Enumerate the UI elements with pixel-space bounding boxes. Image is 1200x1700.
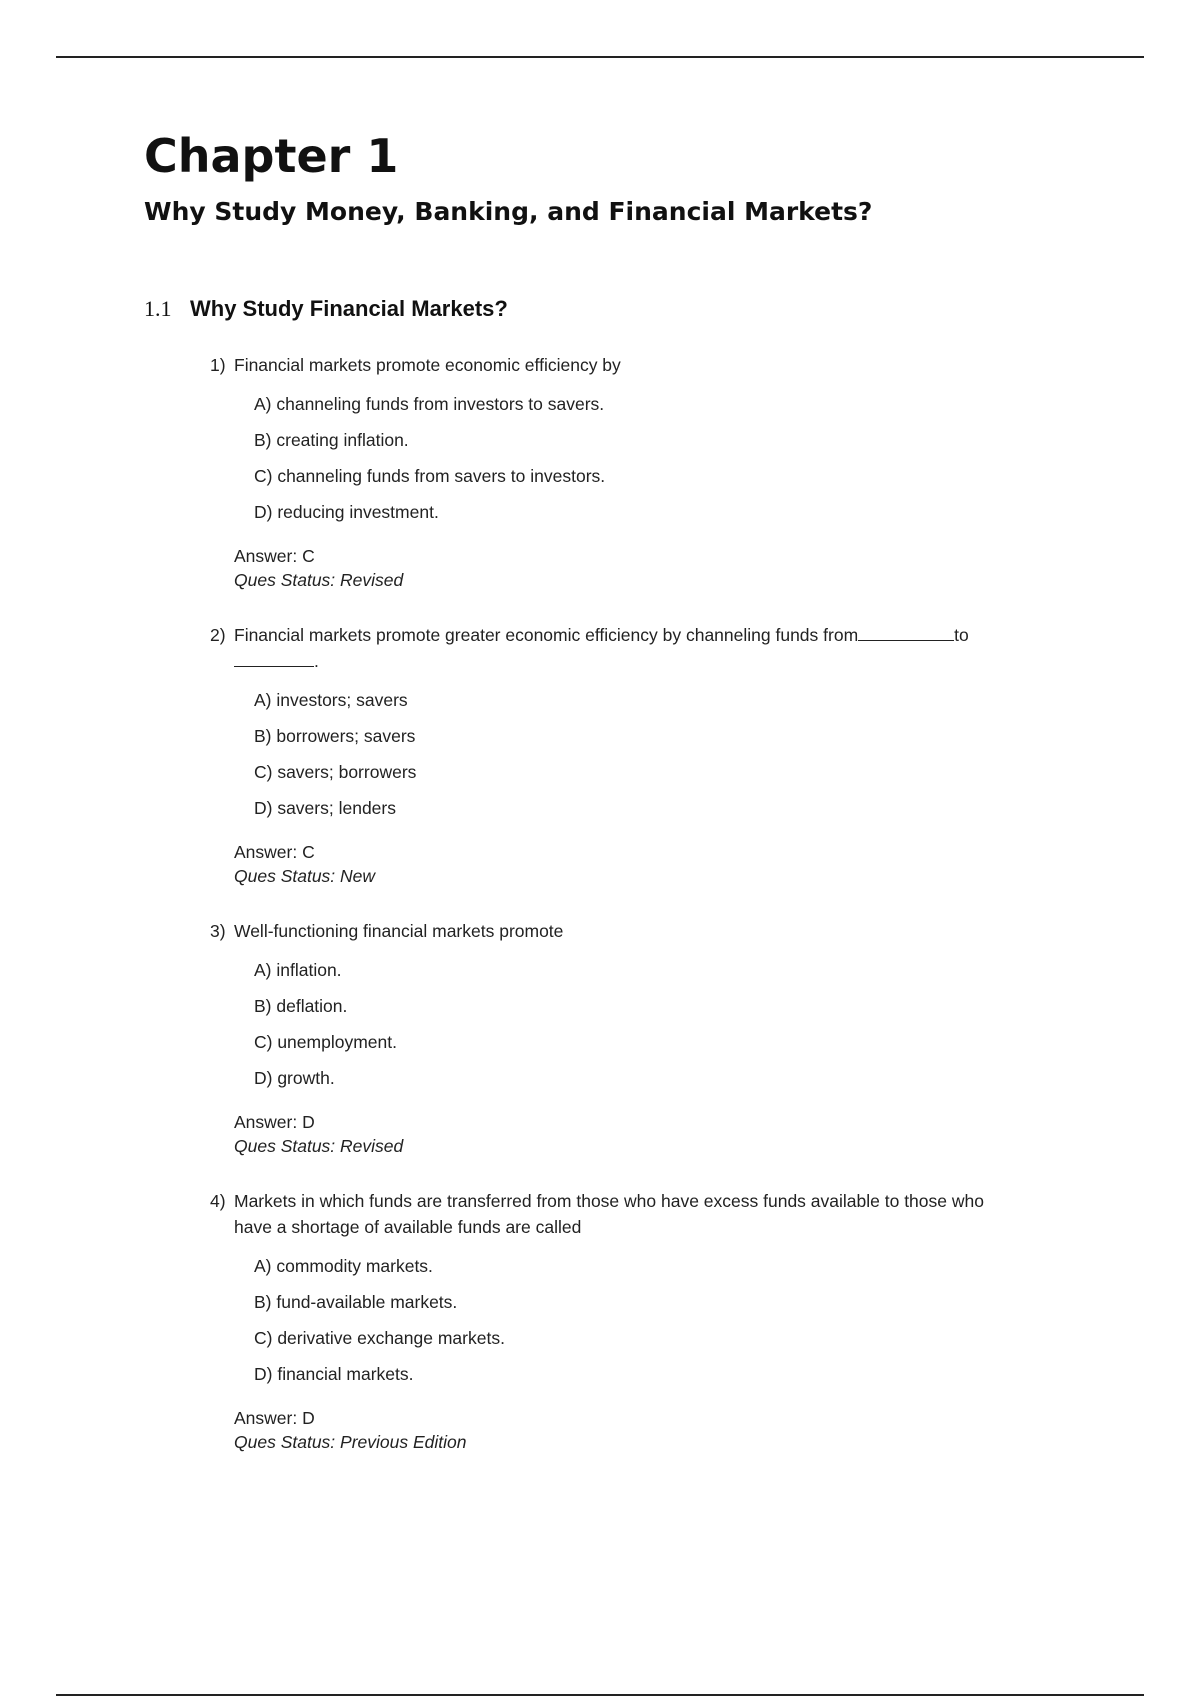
option-d: D) growth. bbox=[254, 1068, 335, 1088]
option-d: D) financial markets. bbox=[254, 1364, 414, 1384]
question-text-part: Financial markets promote greater economic efficiency by channeling funds from bbox=[234, 625, 859, 645]
option-c: C) channeling funds from savers to investors. bbox=[254, 466, 606, 486]
section-number: 1.1 bbox=[144, 296, 172, 321]
answer: Answer: C bbox=[234, 842, 315, 862]
option-d: D) reducing investment. bbox=[254, 502, 439, 522]
options-list bbox=[254, 682, 1084, 826]
option-a: A) channeling funds from investors to savers. bbox=[254, 394, 605, 414]
document-page bbox=[144, 128, 1084, 1454]
option-a: A) investors; savers bbox=[254, 690, 408, 710]
question-3 bbox=[210, 918, 1084, 1158]
section-heading bbox=[144, 294, 1084, 324]
question-status: Ques Status: Revised bbox=[234, 1136, 404, 1156]
question-status: Ques Status: New bbox=[234, 866, 376, 886]
option-b: B) fund-available markets. bbox=[254, 1292, 458, 1312]
options-list bbox=[254, 1248, 1084, 1392]
question-stem bbox=[210, 918, 1084, 944]
question-number: 1) bbox=[210, 355, 226, 375]
question-number: 4) bbox=[210, 1191, 226, 1211]
question-stem bbox=[210, 622, 1084, 674]
footer-rule bbox=[56, 1694, 1144, 1696]
chapter-title: Chapter 1 bbox=[144, 129, 399, 183]
answer: Answer: D bbox=[234, 1408, 315, 1428]
question-stem bbox=[210, 1188, 1084, 1240]
question-text: Markets in which funds are transferred from those who have excess funds available to those who have a shortage of available funds are called bbox=[234, 1191, 984, 1237]
chapter-subtitle: Why Study Money, Banking, and Financial Markets? bbox=[144, 197, 873, 226]
option-b: B) deflation. bbox=[254, 996, 348, 1016]
option-b: B) borrowers; savers bbox=[254, 726, 416, 746]
question-text: Financial markets promote economic efficiency by bbox=[234, 355, 621, 375]
option-c: C) unemployment. bbox=[254, 1032, 397, 1052]
question-number: 2) bbox=[210, 625, 226, 645]
question-status: Ques Status: Previous Edition bbox=[234, 1432, 467, 1452]
question-status: Ques Status: Revised bbox=[234, 570, 404, 590]
option-c: C) derivative exchange markets. bbox=[254, 1328, 505, 1348]
option-c: C) savers; borrowers bbox=[254, 762, 417, 782]
option-a: A) commodity markets. bbox=[254, 1256, 433, 1276]
question-text-part: . bbox=[314, 651, 319, 671]
options-list bbox=[254, 952, 1084, 1096]
option-a: A) inflation. bbox=[254, 960, 342, 980]
question-2 bbox=[210, 622, 1084, 888]
options-list bbox=[254, 386, 1084, 530]
question-text: Well-functioning financial markets promote bbox=[234, 921, 564, 941]
question-text-part: to bbox=[954, 625, 969, 645]
option-d: D) savers; lenders bbox=[254, 798, 396, 818]
question-1 bbox=[210, 352, 1084, 592]
question-4 bbox=[210, 1188, 1084, 1454]
answer-blank bbox=[858, 624, 954, 641]
header-rule bbox=[56, 56, 1144, 58]
question-number: 3) bbox=[210, 921, 226, 941]
answer-blank bbox=[234, 650, 314, 667]
question-text bbox=[234, 622, 1084, 674]
answer: Answer: D bbox=[234, 1112, 315, 1132]
option-b: B) creating inflation. bbox=[254, 430, 409, 450]
answer: Answer: C bbox=[234, 546, 315, 566]
question-stem bbox=[210, 352, 1084, 378]
section-title: Why Study Financial Markets? bbox=[190, 296, 508, 321]
